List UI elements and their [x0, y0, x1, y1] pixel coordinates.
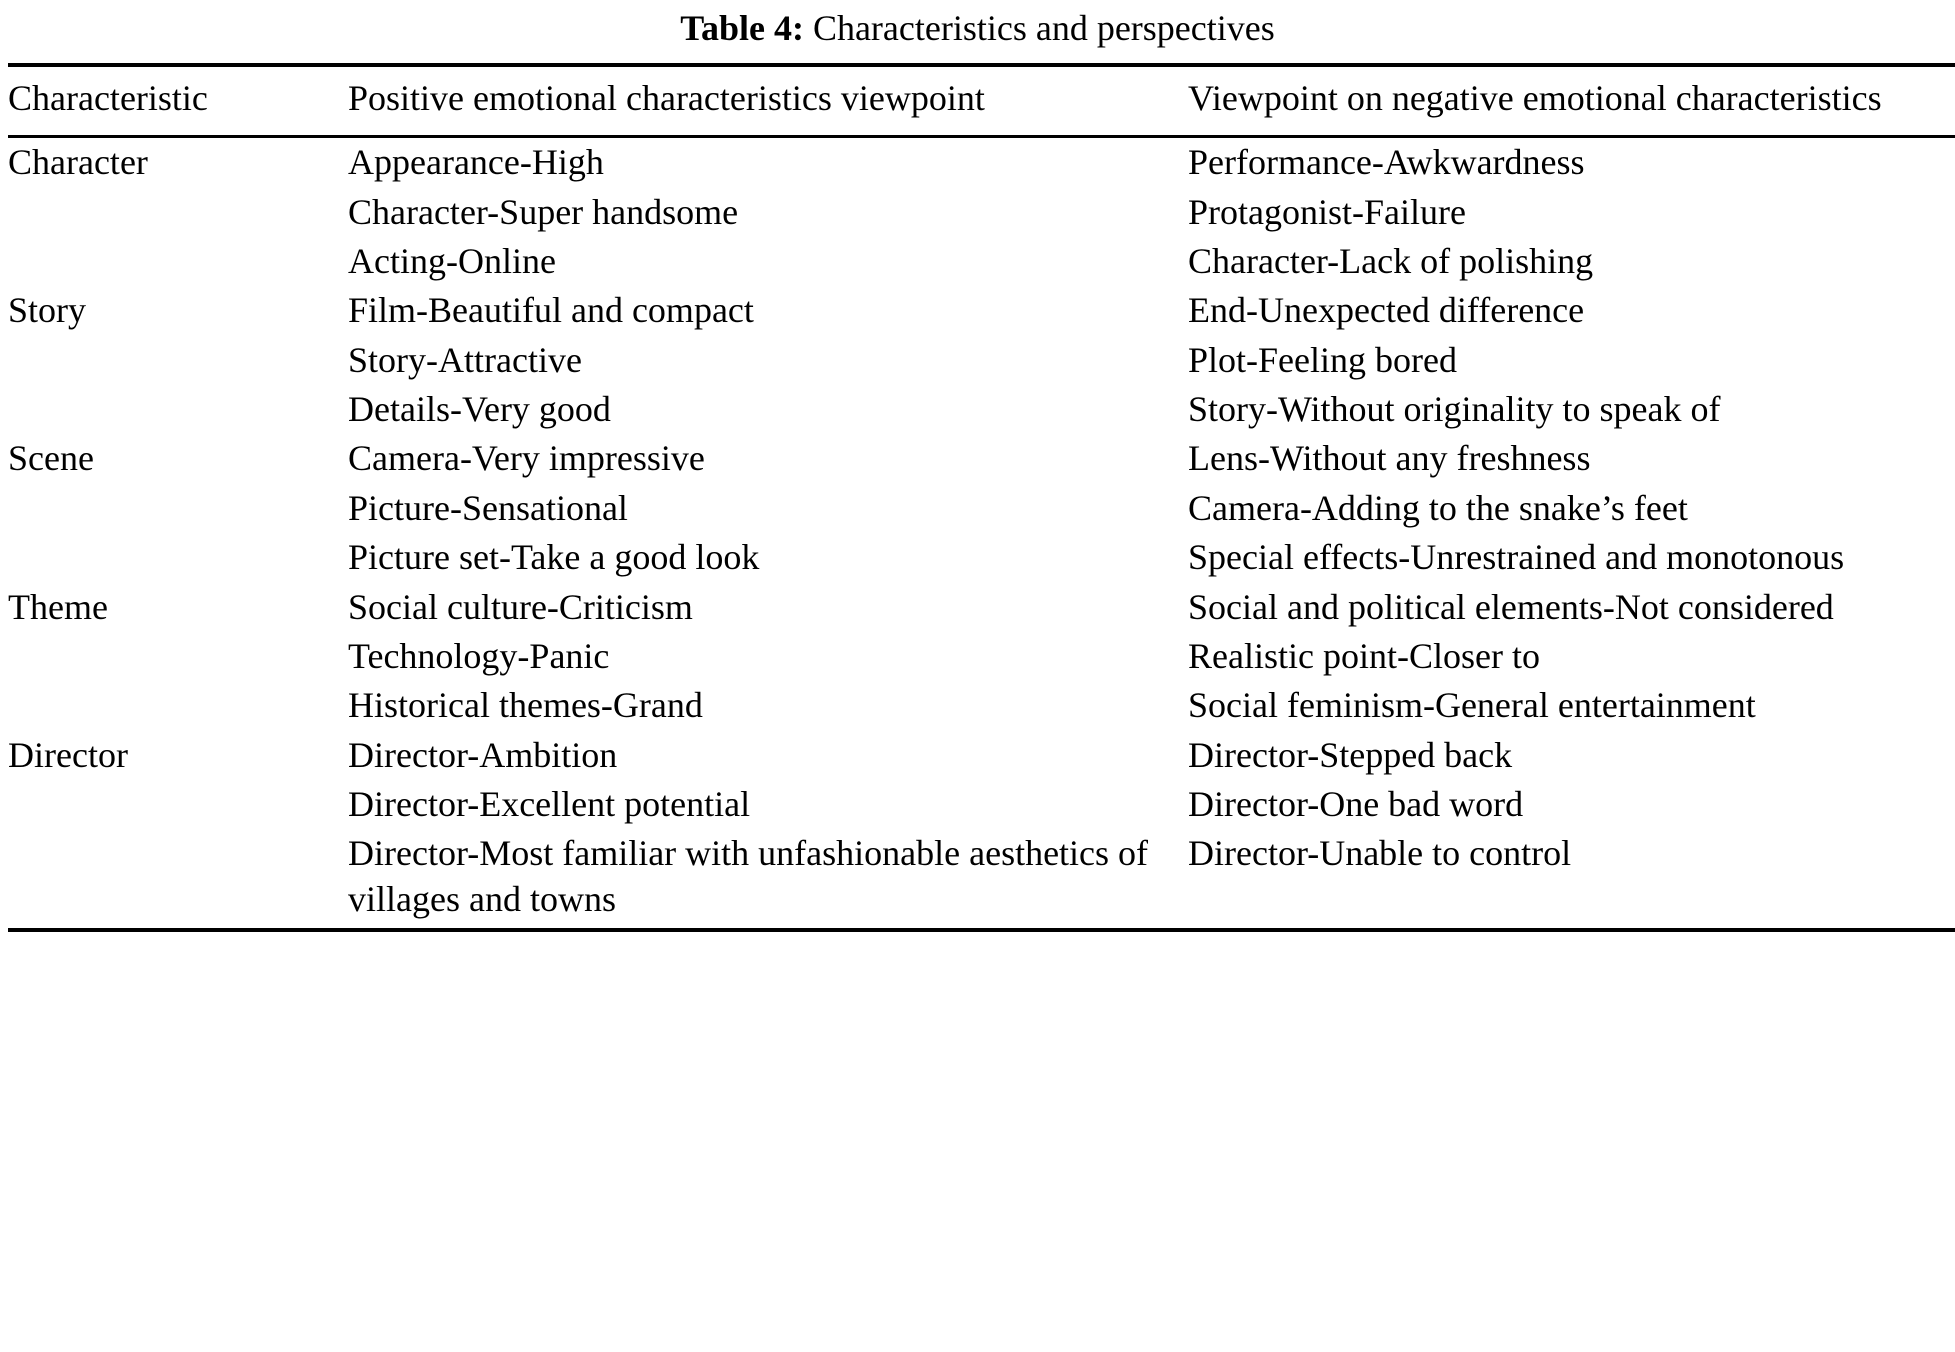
column-header-characteristic: Characteristic [8, 65, 348, 136]
cell-characteristic [8, 533, 348, 582]
cell-negative: Social feminism-General entertainment [1188, 685, 1756, 726]
cell-characteristic: Story [8, 290, 87, 331]
cell-positive: Details-Very good [348, 389, 611, 430]
cell-positive: Historical themes-Grand [348, 685, 703, 726]
cell-characteristic [8, 829, 348, 930]
table-row [8, 731, 1955, 780]
table-row [8, 237, 1955, 286]
cell-positive: Camera-Very impressive [348, 438, 705, 479]
cell-characteristic: Character [8, 142, 148, 183]
cell-positive: Director-Ambition [348, 734, 618, 775]
cell-negative: Camera-Adding to the snake’s feet [1188, 487, 1688, 528]
table-row [8, 583, 1955, 632]
table-row [8, 336, 1955, 385]
cell-characteristic [8, 188, 348, 237]
table-row [8, 632, 1955, 681]
cell-positive: Social culture-Criticism [348, 586, 693, 627]
table-caption-label: Table 4: [680, 8, 804, 48]
cell-positive: Picture set-Take a good look [348, 537, 760, 578]
table-caption-text: Characteristics and perspectives [812, 8, 1275, 48]
cell-characteristic [8, 780, 348, 829]
cell-negative: Director-Unable to control [1188, 829, 1955, 930]
cell-characteristic: Scene [8, 438, 94, 479]
cell-negative: Special effects-Unrestrained and monotonous [1188, 537, 1845, 578]
table-row [8, 533, 1955, 582]
cell-positive: Appearance-High [348, 142, 604, 183]
cell-characteristic: Theme [8, 586, 108, 627]
cell-characteristic [8, 681, 348, 730]
cell-negative: Performance-Awkwardness [1188, 142, 1585, 183]
cell-negative: Story-Without originality to speak of [1188, 389, 1721, 430]
table-row [8, 780, 1955, 829]
cell-positive: Story-Attractive [348, 339, 582, 380]
cell-negative: End-Unexpected difference [1188, 290, 1585, 331]
cell-negative: Realistic point-Closer to [1188, 635, 1540, 676]
cell-characteristic [8, 385, 348, 434]
table-body [8, 137, 1955, 930]
cell-positive: Picture-Sensational [348, 487, 628, 528]
cell-negative: Director-Stepped back [1188, 734, 1513, 775]
cell-characteristic [8, 336, 348, 385]
cell-positive: Film-Beautiful and compact [348, 290, 754, 331]
cell-characteristic [8, 632, 348, 681]
cell-negative: Protagonist-Failure [1188, 191, 1466, 232]
cell-negative: Director-One bad word [1188, 783, 1524, 824]
table-row [8, 385, 1955, 434]
column-header-positive: Positive emotional characteristics viewpoint [348, 65, 1188, 136]
cell-positive: Acting-Online [348, 241, 556, 282]
table-row [8, 286, 1955, 335]
cell-negative: Lens-Without any freshness [1188, 438, 1591, 479]
table-row [8, 681, 1955, 730]
cell-positive: Character-Super handsome [348, 191, 739, 232]
cell-negative: Plot-Feeling bored [1188, 339, 1457, 380]
cell-characteristic [8, 484, 348, 533]
cell-negative: Social and political elements-Not considered [1188, 586, 1834, 627]
cell-characteristic [8, 237, 348, 286]
column-header-negative: Viewpoint on negative emotional characteristics [1188, 65, 1955, 136]
cell-positive: Director-Excellent potential [348, 783, 751, 824]
table-caption [8, 0, 1947, 63]
table-row [8, 188, 1955, 237]
table-row [8, 137, 1955, 188]
cell-positive: Technology-Panic [348, 635, 610, 676]
cell-positive: Director-Most familiar with unfashionable aesthetics of villages and towns [348, 829, 1188, 930]
table-row [8, 484, 1955, 533]
cell-characteristic: Director [8, 734, 128, 775]
table-header [8, 65, 1955, 136]
characteristics-table [8, 63, 1955, 932]
table-row [8, 434, 1955, 483]
cell-negative: Character-Lack of polishing [1188, 241, 1594, 282]
table-row [8, 829, 1955, 930]
